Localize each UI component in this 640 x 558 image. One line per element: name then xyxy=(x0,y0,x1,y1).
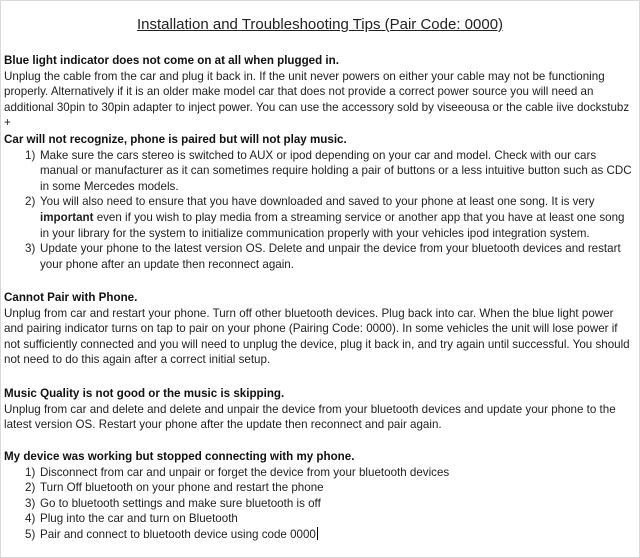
list-item-number: 2) xyxy=(25,481,36,495)
section-cannot-pair xyxy=(4,290,635,368)
list-item-number: 3) xyxy=(25,496,36,510)
list-item xyxy=(4,496,635,512)
section-car-not-recognize xyxy=(4,132,635,272)
list-item-text: Go to bluetooth settings and make sure bluetooth is off xyxy=(40,496,321,510)
list-item xyxy=(4,194,635,241)
section-heading-stopped-connecting: My device was working but stopped connecting with my phone. xyxy=(4,450,355,463)
list-item-number: 5) xyxy=(25,527,36,541)
list-item-text: Pair and connect to bluetooth device using code 0000 xyxy=(40,527,316,541)
list-item-text-before: You will also need to ensure that you have downloaded and saved to your phone at least one song. It is very xyxy=(40,195,595,209)
list-item xyxy=(4,527,635,543)
section-heading-blue-light: Blue light indicator does not come on at all when plugged in. xyxy=(4,54,339,67)
list-stopped-connecting xyxy=(4,465,635,543)
document-title: Installation and Troubleshooting Tips (Pair Code: 0000) xyxy=(136,16,504,33)
text-cursor xyxy=(317,527,318,540)
list-car-not-recognize xyxy=(4,148,635,273)
section-body-cannot-pair: Unplug from car and restart your phone. Turn off other bluetooth devices. Plug back into car. When the blue light power and pairing indicator turns on tap to pair on your phone (Pairing Code: 0000). In some vehicles the unit will lose power if not sufficiently connected and you will need to unplug the device, plug it back in, and try again until successful. You should not need to do this again after a correct initial setup. xyxy=(4,306,630,367)
section-body-music-quality: Unplug from car and delete and delete and unpair the device from your bluetooth devices and update your phone to the latest version OS. Restart your phone after the update then reconnect and pair again. xyxy=(4,402,616,432)
section-heading-car-not-recognize: Car will not recognize, phone is paired but will not play music. xyxy=(4,133,347,146)
list-item xyxy=(4,465,635,481)
list-item xyxy=(4,148,635,195)
section-heading-music-quality: Music Quality is not good or the music is skipping. xyxy=(4,387,285,400)
section-heading-cannot-pair: Cannot Pair with Phone. xyxy=(4,291,138,304)
list-item xyxy=(4,480,635,496)
list-item-text: Plug into the car and turn on Bluetooth xyxy=(40,512,238,526)
list-item-number: 4) xyxy=(25,512,36,526)
list-item-text: Turn Off bluetooth on your phone and restart the phone xyxy=(40,481,324,495)
list-item-emphasis: important xyxy=(40,210,94,224)
list-item-number: 1) xyxy=(25,148,36,162)
list-item xyxy=(4,511,635,527)
list-item-text: Make sure the cars stereo is switched to AUX or ipod depending on your car and model. Check with our cars manual or manufacturer as it can sometimes require holding a pair of buttons or a less intuitive button such as CDC in some Mercedes models. xyxy=(40,148,632,193)
list-item-text-after: even if you wish to play media from a streaming service or another app that you have at least one song in your library for the system to initialize communication properly with your vehicles ipod integration system. xyxy=(40,210,625,240)
section-stopped-connecting xyxy=(4,449,635,543)
list-item-number: 2) xyxy=(25,195,36,209)
section-music-quality xyxy=(4,386,635,433)
list-item-text: Disconnect from car and unpair or forget the device from your bluetooth devices xyxy=(40,465,450,479)
list-item-number: 1) xyxy=(25,465,36,479)
section-blue-light xyxy=(4,53,635,131)
section-body-blue-light: Unplug the cable from the car and plug it back in. If the unit never powers on either your cable may not be functioning properly. Alternatively if it is an older make model car that does not provide a correct power source you will need an additional 30pin to 30pin adapter to inject power. You can use the accessory sold by viseeousa or the cable iive dockstubz + xyxy=(4,69,630,130)
list-item-number: 3) xyxy=(25,242,36,256)
list-item xyxy=(4,241,635,272)
list-item-text: Update your phone to the latest version OS. Delete and unpair the device from your bluetooth devices and restart your phone after an update then reconnect again. xyxy=(40,242,621,271)
